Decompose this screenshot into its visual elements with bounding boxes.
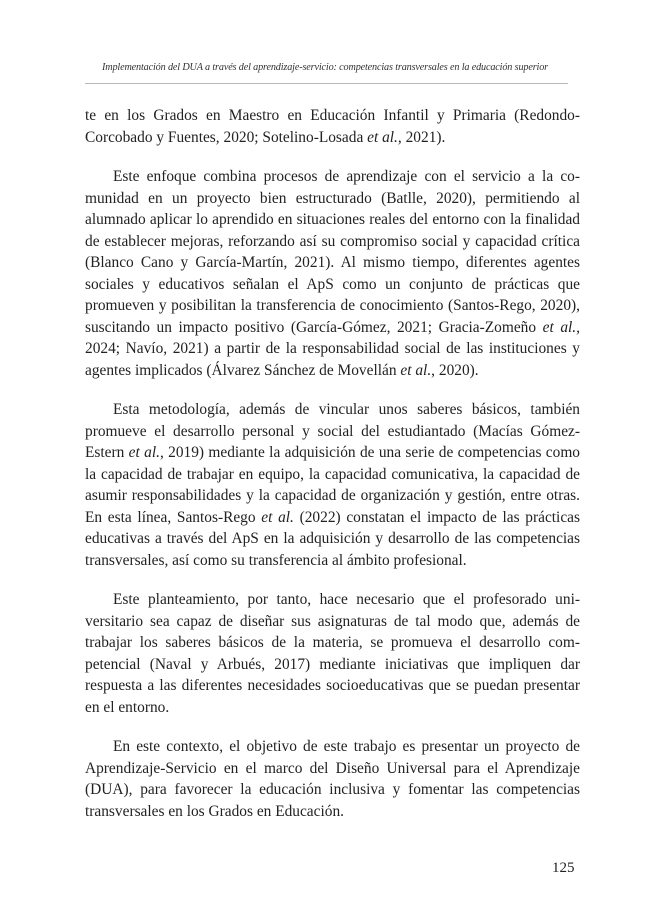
paragraph xyxy=(85,399,580,571)
running-header: Implementación del DUA a través del aprendizaje-servicio: competencias transversales en la educación superior xyxy=(102,62,548,73)
text-run: te en los Grados en Maestro en Educación Infantil y Primaria (Redondo-Corcobado y Fuentes, 2020; Sotelino-Losada xyxy=(85,107,580,146)
header-rule xyxy=(85,83,568,84)
paragraph xyxy=(85,736,580,822)
citation-italic: et al. xyxy=(128,444,160,461)
text-run: , 2020). xyxy=(431,361,479,379)
text-run: Esta metodología, además de vincular unos saberes básicos, también promueve el desarrollo personal y social del estudiantado (Macías Gómez-Estern xyxy=(85,401,580,461)
page-number: 125 xyxy=(552,860,575,876)
text-run: , 2019) mediante la adquisición de una serie de competencias como la capacidad de trabajar en equipo, la capacidad comunicativa, la capacidad de asumir responsabilidades y la capacidad de organización y gestión, entre otras. En esta línea, Santos-Rego xyxy=(85,444,580,526)
text-run: Este planteamiento, por tanto, hace necesario que el profesorado universitario sea capaz de diseñar sus asignaturas de tal modo que, además de trabajar los saberes básicos de la materia, se promueva el desarrollo competencial (Naval y Arbués, 2017) mediante iniciativas que impliquen dar respuesta a las diferentes necesidades socioeducativas que se puedan presentar en el entorno. xyxy=(85,591,580,716)
citation-italic: et al. xyxy=(367,128,398,146)
paragraph xyxy=(85,105,580,148)
paragraph xyxy=(85,166,580,381)
citation-italic: et al. xyxy=(261,508,294,526)
body-text xyxy=(85,105,580,840)
text-run: (2022) constatan el impacto de las prácticas educativas a través del ApS en la adquisición y desarrollo de las competencias transversales, así como su transferencia al ámbito profesional. xyxy=(85,508,580,569)
text-run: Este enfoque combina procesos de aprendizaje con el servicio a la comunidad en un proyecto bien estructurado (Batlle, 2020), permitiendo al alumnado aplicar lo aprendido en situaciones reales del entorno con la finalidad de establecer mejoras, reforzando así su compromiso social y capacidad crítica (Blanco Cano y García-Martín, 2021). Al mismo tiempo, diferentes agentes sociales y educativos señalan el ApS como un conjunto de prácticas que promueven y posibilitan la transferencia de conocimiento (Santos-Rego, 2020), suscitando un impacto positivo (García-Gómez, 2021; Gracia-Zomeño xyxy=(85,168,580,336)
citation-italic: et al., xyxy=(542,318,580,336)
paragraph xyxy=(85,589,580,718)
text-run: 2024; Navío, 2021) a partir de la responsabilidad social de las instituciones y agentes implicados (Álvarez Sánchez de Movellán xyxy=(85,340,580,379)
text-run: , 2021). xyxy=(397,128,446,146)
citation-italic: et al. xyxy=(400,361,432,379)
text-run: En este contexto, el objetivo de este trabajo es presentar un proyecto de Aprendizaje-Servicio en el marco del Diseño Universal para el Aprendizaje (DUA), para favorecer la educación inclusiva y fomentar las competencias transversales en los Grados en Educación. xyxy=(85,738,580,820)
